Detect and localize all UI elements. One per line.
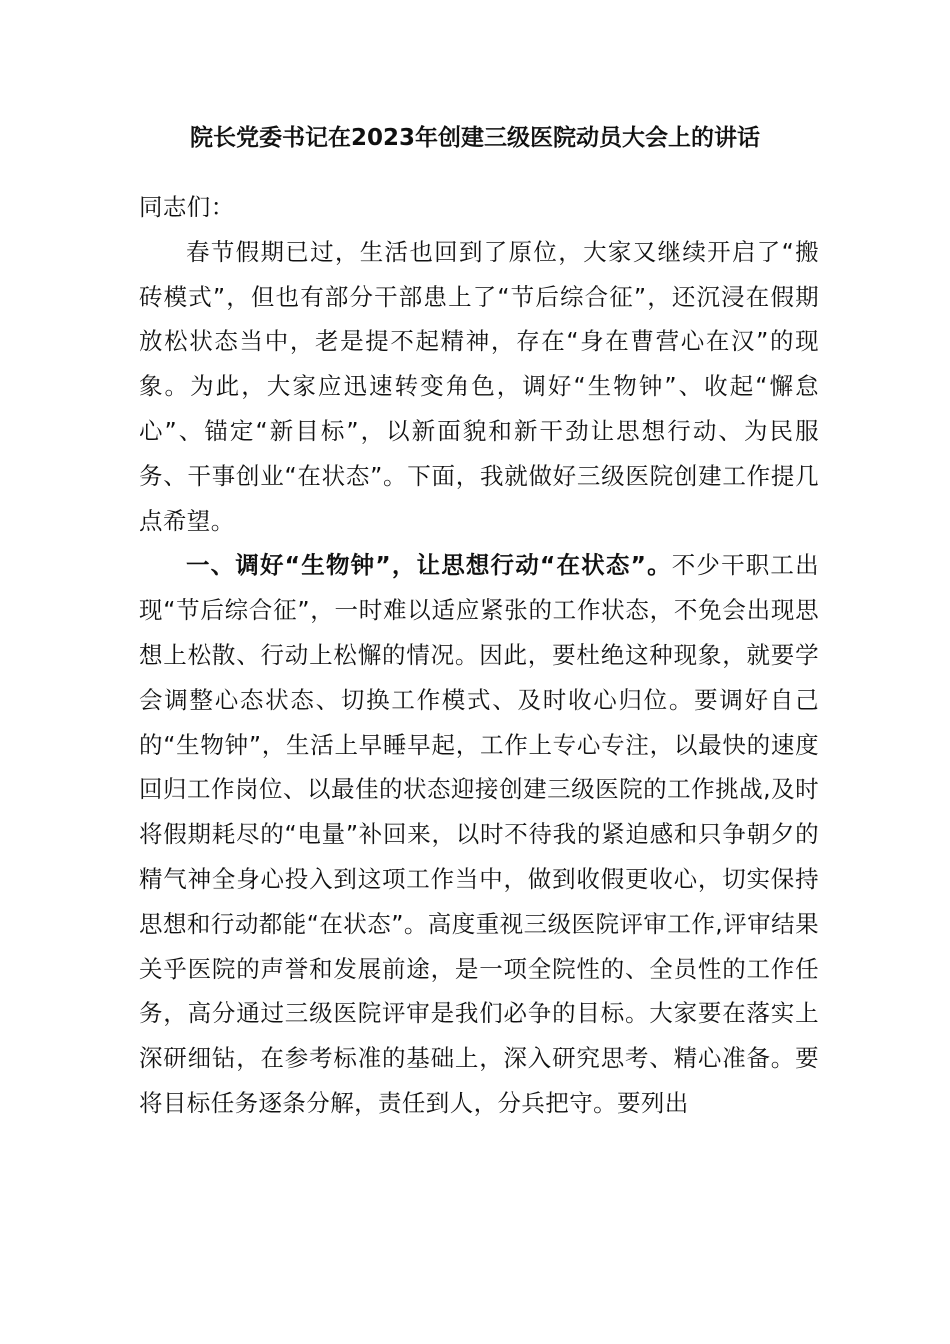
paragraph-intro: 春节假期已过，生活也回到了原位，大家又继续开启了“搬砖模式”，但也有部分干部患上了“节后综合征”，还沉浸在假期放松状态当中，老是提不起精神，存在“身在曹营心在汉”的现象。为此，大家应迅速转变角色，调好“生物钟”、收起“懈怠心”、锚定“新目标”，以新面貌和新干劲让思想行动、为民服务、干事创业“在状态”。下面，我就做好三级医院创建工作提几点希望。 bbox=[139, 237, 819, 535]
document-body bbox=[139, 185, 819, 1126]
document-title: 院长党委书记在2023年创建三级医院动员大会上的讲话 bbox=[189, 125, 760, 151]
section-one-text: 不少干职工出现“节后综合征”，一时难以适应紧张的工作状态，不免会出现思想上松散、行动上松懈的情况。因此，要杜绝这种现象，就要学会调整心态状态、切换工作模式、及时收心归位。要调好自己的“生物钟”，生活上早睡早起，工作上专心专注，以最快的速度回归工作岗位、以最佳的状态迎接创建三级医院的工作挑战,及时将假期耗尽的“电量”补回来，以时不待我的紧迫感和只争朝夕的精气神全身心投入到这项工作当中，做到收假更收心，切实保持思想和行动都能“在状态”。高度重视三级医院评审工作,评审结果关乎医院的声誉和发展前途，是一项全院性的、全员性的工作任务，高分通过三级医院评审是我们必争的目标。大家要在落实上深研细钻，在参考标准的基础上，深入研究思考、精心准备。要将目标任务逐条分解，责任到人，分兵把守。要列出 bbox=[139, 551, 819, 1117]
paragraph-section-one bbox=[139, 543, 819, 1125]
salutation: 同志们： bbox=[139, 193, 235, 221]
section-one-heading: 一、调好“生物钟”，让思想行动“在状态”。 bbox=[186, 551, 672, 580]
